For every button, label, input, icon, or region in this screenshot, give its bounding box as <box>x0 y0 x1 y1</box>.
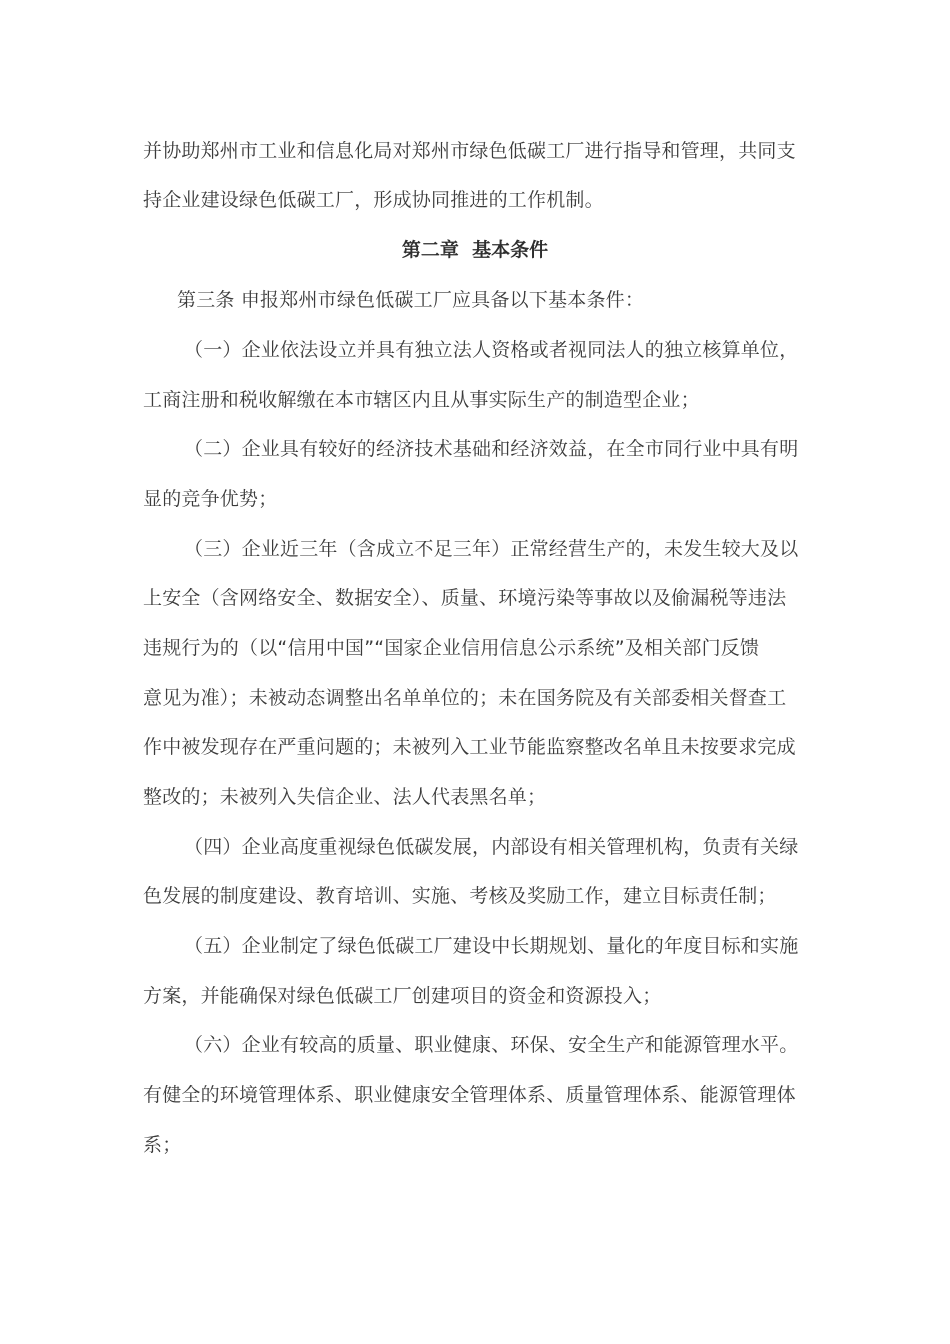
list-item-line: （一）企业依法设立并具有独立法人资格或者视同法人的独立核算单位， <box>184 339 799 361</box>
paragraph-line: 并协助郑州市工业和信息化局对郑州市绿色低碳工厂进行指导和管理，共同支 <box>143 140 796 162</box>
list-item-line: 工商注册和税收解缴在本市辖区内且从事实际生产的制造型企业； <box>143 389 700 411</box>
list-item-line: 意见为准）；未被动态调整出名单单位的；未在国务院及有关部委相关督查工 <box>143 687 787 709</box>
list-item-line: （三）企业近三年（含成立不足三年）正常经营生产的，未发生较大及以 <box>184 538 799 560</box>
list-item-line: 作中被发现存在严重问题的；未被列入工业节能监察整改名单且未按要求完成 <box>143 736 796 758</box>
list-item-line: （六）企业有较高的质量、职业健康、环保、安全生产和能源管理水平。 <box>184 1034 799 1056</box>
list-item-line: 显的竞争优势； <box>143 488 278 510</box>
list-item-line: 方案，并能确保对绿色低碳工厂创建项目的资金和资源投入； <box>143 985 662 1007</box>
list-item-line: 上安全（含网络安全、数据安全）、质量、环境污染等事故以及偷漏税等违法 <box>143 587 787 609</box>
list-item-line: 违规行为的（以“信用中国”“国家企业信用信息公示系统”及相关部门反馈 <box>143 637 760 659</box>
article-heading: 第三条 申报郑州市绿色低碳工厂应具备以下基本条件： <box>177 289 645 311</box>
list-item-line: （五）企业制定了绿色低碳工厂建设中长期规划、量化的年度目标和实施 <box>184 935 799 957</box>
list-item-line: 整改的；未被列入失信企业、法人代表黑名单； <box>143 786 547 808</box>
list-item-line: 色发展的制度建设、教育培训、实施、考核及奖励工作，建立目标责任制； <box>143 885 777 907</box>
paragraph-line: 持企业建设绿色低碳工厂，形成协同推进的工作机制。 <box>143 189 604 211</box>
list-item-line: 系； <box>143 1134 182 1156</box>
list-item-line: （二）企业具有较好的经济技术基础和经济效益，在全市同行业中具有明 <box>184 438 799 460</box>
chapter-heading: 第二章 基本条件 <box>401 239 549 261</box>
list-item-line: （四）企业高度重视绿色低碳发展，内部设有相关管理机构，负责有关绿 <box>184 836 799 858</box>
list-item-line: 有健全的环境管理体系、职业健康安全管理体系、质量管理体系、能源管理体 <box>143 1084 796 1106</box>
